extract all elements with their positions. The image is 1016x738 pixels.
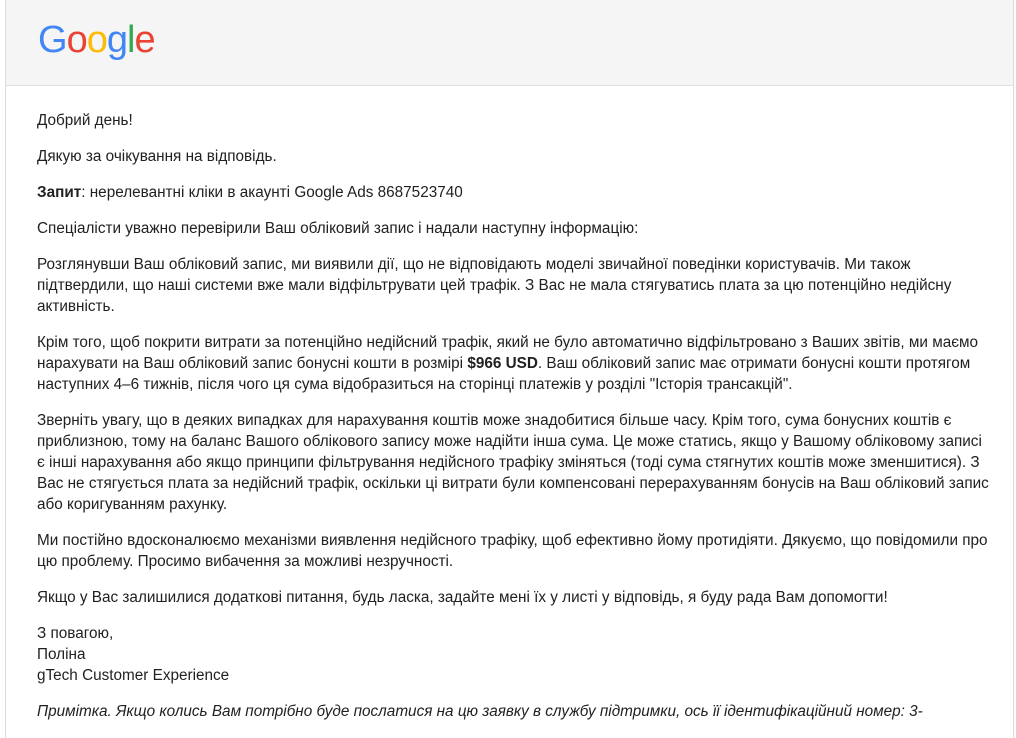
paragraph-questions: Якщо у Вас залишилися додаткові питання, будь ласка, задайте мені їх у листі у відповідь, я буду рада Вам допомогти! [37,589,888,606]
greeting: Добрий день! [37,112,133,129]
paragraph-notice: Зверніть увагу, що в деяких випадках для нарахування коштів може знадобитися більше часу. Крім того, сума бонусних коштів є приблизною, тому на баланс Вашого облікового запису може надійти інша сума. Це може статись, якщо у Вашому обліковому записі є інші нарахування або якщо принципи фільтрування недійсного трафіку зміняться (тоді сума стягнутих коштів може зменшитися). З Вас не стягується плата за недійсний трафік, оскільки ці витрати були компенсовані перерахуванням бонусів на Ваш обліковий запис або коригуванням рахунку. [37,412,989,513]
logo-letter: G [38,19,67,61]
signoff: З повагою, [37,625,114,642]
paragraph-improvement: Ми постійно вдосконалюємо механізми виявлення недійсного трафіку, щоб ефективно йому протидіяти. Дякуємо, що повідомили про цю проблему. Просимо вибачення за можливі незручності. [37,532,988,570]
email-frame [5,0,1014,738]
logo-letter: e [134,19,155,61]
request-text: : нерелевантні кліки в акаунті Google Ads 8687523740 [81,184,463,201]
email-header [6,0,1013,86]
signature [37,623,992,686]
google-logo [38,16,155,64]
paragraph-credit [37,332,992,395]
credit-text-after: . Ваш обліковий запис має отримати бонусні кошти протягом наступних 4–6 тижнів, після чого ця сума відобразиться на сторінці платежів у розділі "Історія трансакцій". [37,355,971,393]
paragraph-findings: Розглянувши Ваш обліковий запис, ми виявили дії, що не відповідають моделі звичайної поведінки користувачів. Ми також підтвердили, що наші системи вже мали відфільтрувати цей трафік. З Вас не мала стягуватись плата за цю потенційно недійсну активність. [37,256,952,315]
email-body [37,110,992,737]
logo-letter: l [126,19,135,61]
intro-paragraph: Спеціалісти уважно перевірили Ваш обліковий запис і надали наступну інформацію: [37,220,639,237]
thanks-line: Дякую за очікування на відповідь. [37,148,277,165]
sender-team: gTech Customer Experience [37,667,230,684]
request-line [37,182,992,203]
credit-amount: $966 USD [467,355,538,372]
reference-note: Примітка. Якщо колись Вам потрібно буде послатися на цю заявку в службу підтримки, ось її ідентифікаційний номер: 3- [37,703,923,720]
request-label: Запит [37,184,82,201]
logo-letter: g [106,19,127,61]
sender-name: Поліна [37,646,86,663]
logo-letter: o [66,19,87,61]
credit-text-before: Крім того, щоб покрити витрати за потенційно недійсний трафік, який не було автоматично відфільтровано з Ваших звітів, ми маємо нарахувати на Ваш обліковий запис бонусні кошти в розмірі [37,334,979,372]
logo-letter: o [86,19,107,61]
